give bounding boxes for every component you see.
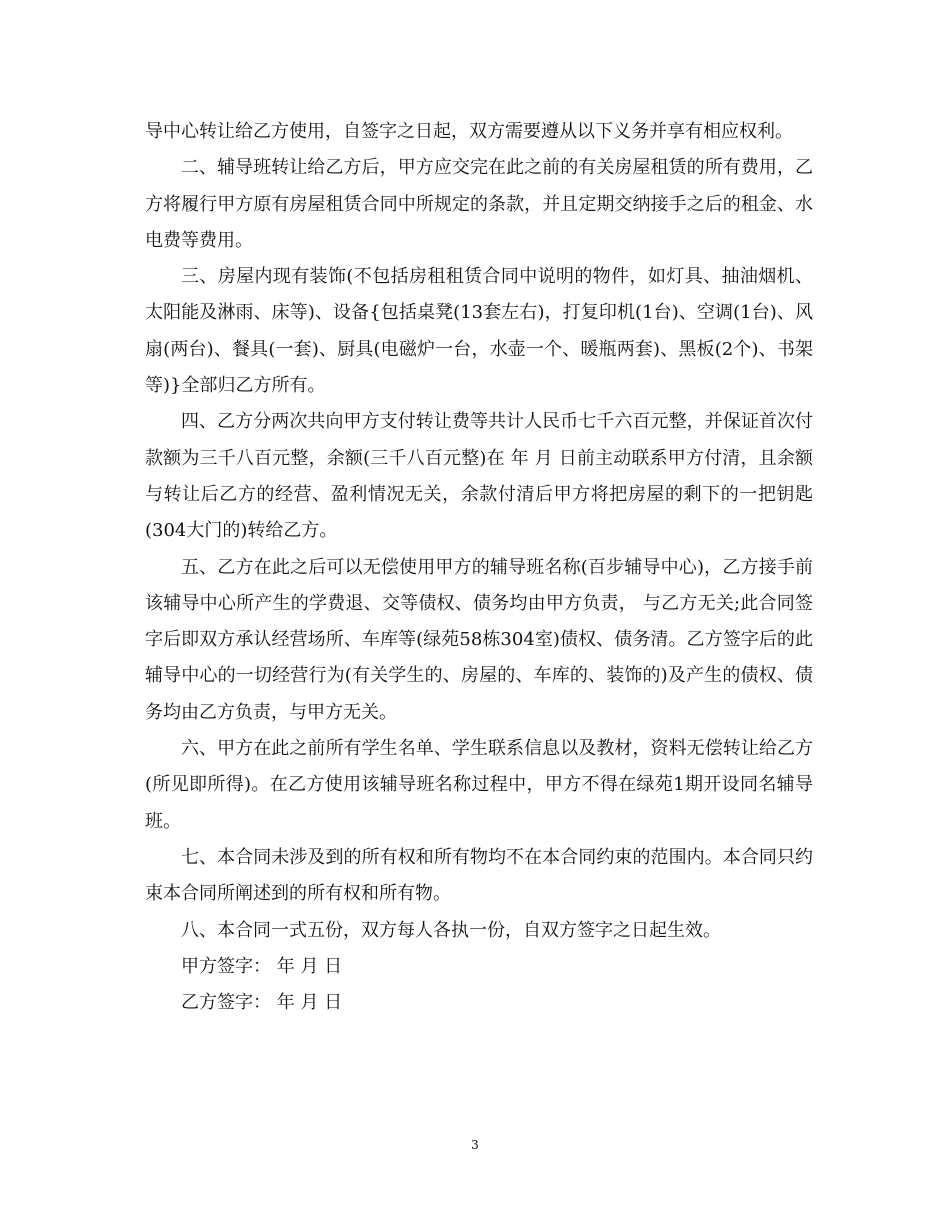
page-number: 3: [471, 1138, 479, 1152]
signature-party-a: 甲方签字： 年 月 日: [181, 955, 343, 977]
paragraph-clause-3: 三、房屋内现有装饰(不包括房租租赁合同中说明的物件，如灯具、抽油烟机、太阳能及淋雨、床等)、设备{包括桌凳(13套左右)，打复印机(1台)、空调(1台)、风扇(两台)、餐具(一套)、厨具(电磁炉一台，水壶一个、暖瓶两套)、黑板(2个)、书架等)}全部归乙方所有。: [145, 266, 813, 397]
paragraph-clause-7: 七、本合同未涉及到的所有权和所有物均不在本合同约束的范围内。本合同只约束本合同所阐述到的所有权和所有物。: [145, 846, 813, 905]
paragraph-clause-2: 二、辅导班转让给乙方后，甲方应交完在此之前的有关房屋租赁的所有费用，乙方将履行甲方原有房屋租赁合同中所规定的条款，并且定期交纳接手之后的租金、水电费等费用。: [145, 157, 813, 251]
paragraph-continuation: 导中心转让给乙方使用，自签字之日起，双方需要遵从以下义务并享有相应权利。: [145, 121, 793, 142]
paragraph-clause-6: 六、甲方在此之前所有学生名单、学生联系信息以及教材，资料无偿转让给乙方(所见即所得)。在乙方使用该辅导班名称过程中，甲方不得在绿苑1期开设同名辅导班。: [145, 738, 813, 832]
paragraph-clause-4: 四、乙方分两次共向甲方支付转让费等共计人民币七千六百元整，并保证首次付款额为三千八百元整，余额(三千八百元整)在 年 月 日前主动联系甲方付清，且余额与转让后乙方的经营、盈利情况无关，余款付清后甲方将把房屋的剩下的一把钥匙(304大门的)转给乙方。: [145, 411, 813, 542]
signature-party-b: 乙方签字： 年 月 日: [181, 992, 343, 1014]
document-body: [145, 114, 813, 1021]
paragraph-clause-5: 五、乙方在此之后可以无偿使用甲方的辅导班名称(百步辅导中心)，乙方接手前该辅导中心所产生的学费退、交等债权、债务均由甲方负责， 与乙方无关;此合同签字后即双方承认经营场所、车库等(绿苑58栋304室)债权、债务清。乙方签字后的此辅导中心的一切经营行为(有关学生的、房屋的、车库的、装饰的)及产生的债权、债务均由乙方负责，与甲方无关。: [145, 556, 813, 723]
paragraph-clause-8: 八、本合同一式五份，双方每人各执一份，自双方签字之日起生效。: [181, 919, 721, 941]
